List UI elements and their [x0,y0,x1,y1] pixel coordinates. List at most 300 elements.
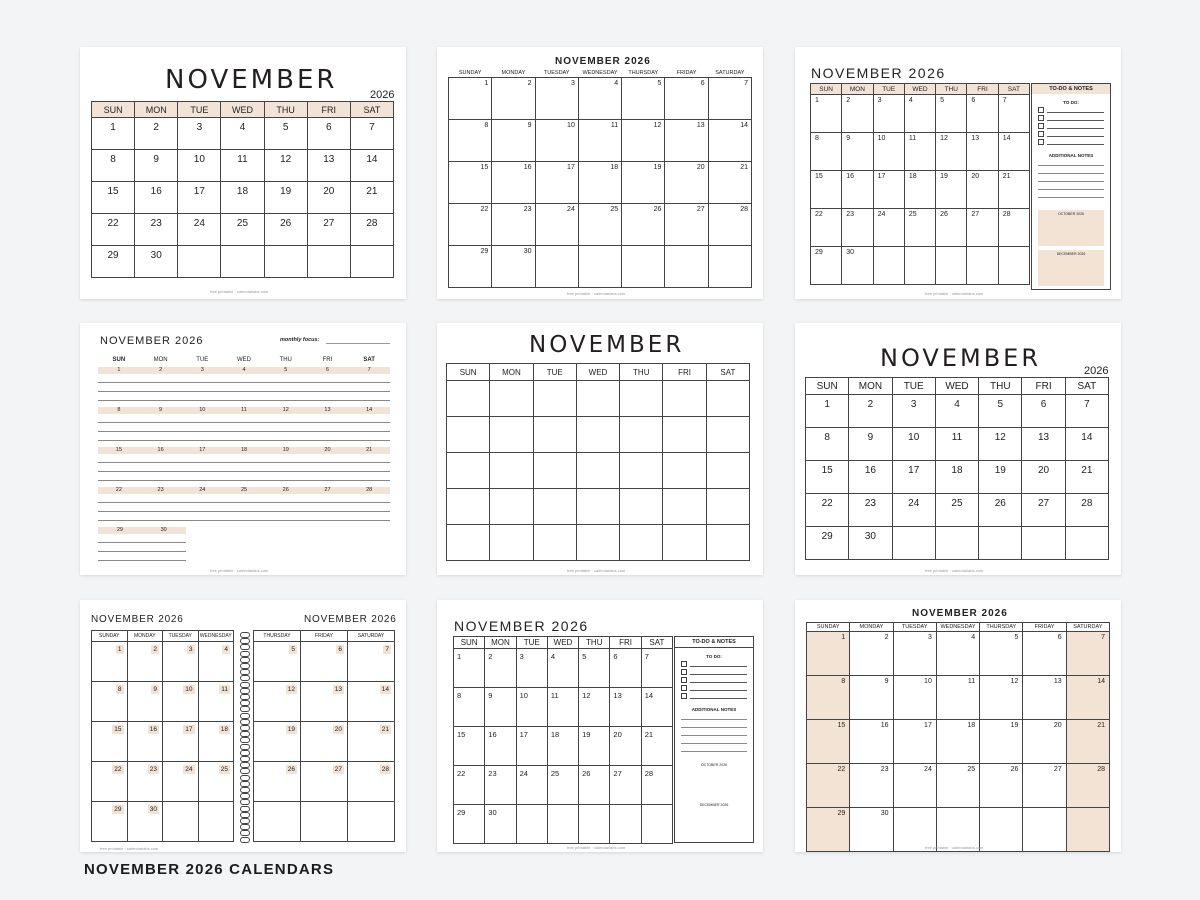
checkbox[interactable] [681,661,687,667]
day-cell[interactable] [849,395,892,428]
day-cell[interactable] [620,417,663,453]
day-cell[interactable] [579,688,610,727]
day-cell[interactable] [811,209,842,247]
day-cell[interactable] [454,727,485,766]
day-cell[interactable] [849,461,892,494]
day-cell[interactable] [904,209,935,247]
notes-line[interactable] [1038,158,1104,166]
planner-line[interactable] [98,472,390,481]
day-cell[interactable] [967,171,998,209]
calendar-card-9[interactable] [795,600,1121,852]
day-cell[interactable] [485,727,516,766]
day-cell[interactable] [842,247,873,285]
day-cell[interactable] [873,209,904,247]
planner-line[interactable] [98,414,390,423]
day-cell[interactable] [490,489,533,525]
day-cell[interactable] [892,494,935,527]
day-cell[interactable] [641,805,672,844]
day-cell[interactable] [178,214,221,246]
day-cell[interactable] [904,95,935,133]
day-cell[interactable] [301,802,348,842]
day-cell[interactable] [641,649,672,688]
day-cell[interactable] [576,489,619,525]
day-cell[interactable] [92,150,135,182]
calendar-card-8[interactable] [437,600,763,852]
planner-line[interactable] [98,463,390,472]
day-cell[interactable] [904,133,935,171]
day-cell[interactable] [893,720,936,764]
day-cell[interactable] [547,766,578,805]
day-cell[interactable] [980,764,1023,808]
day-cell[interactable] [449,246,492,288]
day-cell[interactable] [610,766,641,805]
day-cell[interactable] [1065,461,1108,494]
checkbox[interactable] [1038,139,1044,145]
day-cell[interactable] [806,395,849,428]
day-cell[interactable] [610,727,641,766]
day-cell[interactable] [578,78,621,120]
day-cell[interactable] [516,688,547,727]
day-cell[interactable] [490,381,533,417]
day-cell[interactable] [492,78,535,120]
day-cell[interactable] [178,118,221,150]
day-cell[interactable] [535,162,578,204]
day-cell[interactable] [350,150,393,182]
day-cell[interactable] [1023,676,1066,720]
day-cell[interactable] [163,762,199,802]
day-cell[interactable] [350,214,393,246]
day-cell[interactable] [807,676,850,720]
todo-item[interactable] [681,677,747,683]
day-cell[interactable] [449,78,492,120]
day-cell[interactable] [92,802,128,842]
day-cell[interactable] [936,95,967,133]
day-cell[interactable] [842,133,873,171]
day-cell[interactable] [849,428,892,461]
day-cell[interactable] [706,525,749,561]
day-cell[interactable] [665,162,708,204]
day-cell[interactable] [936,133,967,171]
day-cell[interactable] [892,461,935,494]
planner-line[interactable] [98,392,390,401]
notes-line[interactable] [681,720,747,728]
day-cell[interactable] [1066,720,1109,764]
calendar-card-7[interactable] [80,600,406,852]
day-cell[interactable] [1066,632,1109,676]
day-cell[interactable] [198,642,234,682]
day-cell[interactable] [307,182,350,214]
day-cell[interactable] [967,133,998,171]
day-cell[interactable] [806,527,849,560]
day-cell[interactable] [135,118,178,150]
day-cell[interactable] [516,766,547,805]
day-cell[interactable] [622,246,665,288]
day-cell[interactable] [892,527,935,560]
day-cell[interactable] [92,246,135,278]
planner-line[interactable] [98,534,186,543]
day-cell[interactable] [1022,428,1065,461]
day-cell[interactable] [706,489,749,525]
day-cell[interactable] [92,214,135,246]
day-cell[interactable] [221,214,264,246]
day-cell[interactable] [967,209,998,247]
day-cell[interactable] [264,118,307,150]
checkbox[interactable] [681,685,687,691]
day-cell[interactable] [578,204,621,246]
day-cell[interactable] [307,150,350,182]
day-cell[interactable] [492,120,535,162]
day-cell[interactable] [449,204,492,246]
day-cell[interactable] [490,417,533,453]
day-cell[interactable] [576,453,619,489]
notes-line[interactable] [1038,174,1104,182]
day-cell[interactable] [622,204,665,246]
day-cell[interactable] [892,428,935,461]
day-cell[interactable] [350,118,393,150]
day-cell[interactable] [135,182,178,214]
day-cell[interactable] [979,494,1022,527]
day-cell[interactable] [620,525,663,561]
day-cell[interactable] [622,78,665,120]
notes-line[interactable] [681,728,747,736]
day-cell[interactable] [547,805,578,844]
day-cell[interactable] [576,381,619,417]
day-cell[interactable] [492,204,535,246]
day-cell[interactable] [807,720,850,764]
day-cell[interactable] [516,727,547,766]
day-cell[interactable] [516,649,547,688]
day-cell[interactable] [533,489,576,525]
day-cell[interactable] [163,722,199,762]
day-cell[interactable] [221,246,264,278]
day-cell[interactable] [348,722,395,762]
day-cell[interactable] [490,453,533,489]
day-cell[interactable] [706,453,749,489]
day-cell[interactable] [454,766,485,805]
day-cell[interactable] [547,649,578,688]
todo-item[interactable] [1038,107,1104,113]
day-cell[interactable] [92,182,135,214]
day-cell[interactable] [811,171,842,209]
day-cell[interactable] [665,120,708,162]
planner-line[interactable] [98,552,186,561]
day-cell[interactable] [998,247,1029,285]
notes-line[interactable] [681,712,747,720]
checkbox[interactable] [681,677,687,683]
day-cell[interactable] [998,171,1029,209]
day-cell[interactable] [936,676,979,720]
day-cell[interactable] [350,246,393,278]
checkbox[interactable] [681,669,687,675]
notes-line[interactable] [1038,182,1104,190]
day-cell[interactable] [264,182,307,214]
day-cell[interactable] [979,395,1022,428]
day-cell[interactable] [579,727,610,766]
calendar-card-6[interactable] [795,323,1121,575]
notes-line[interactable] [681,744,747,752]
day-cell[interactable] [264,214,307,246]
day-cell[interactable] [665,78,708,120]
day-cell[interactable] [579,649,610,688]
day-cell[interactable] [980,632,1023,676]
day-cell[interactable] [708,204,751,246]
notes-line[interactable] [1038,166,1104,174]
day-cell[interactable] [967,247,998,285]
day-cell[interactable] [254,682,301,722]
todo-item[interactable] [1038,123,1104,129]
day-cell[interactable] [348,642,395,682]
day-cell[interactable] [198,762,234,802]
todo-item[interactable] [1038,139,1104,145]
day-cell[interactable] [127,722,163,762]
day-cell[interactable] [1066,676,1109,720]
day-cell[interactable] [576,525,619,561]
day-cell[interactable] [485,805,516,844]
day-cell[interactable] [579,766,610,805]
calendar-card-2[interactable] [437,47,763,299]
calendar-card-3[interactable] [795,47,1121,299]
day-cell[interactable] [708,120,751,162]
day-cell[interactable] [447,453,490,489]
day-cell[interactable] [1022,461,1065,494]
todo-item[interactable] [681,685,747,691]
day-cell[interactable] [980,808,1023,852]
day-cell[interactable] [301,682,348,722]
day-cell[interactable] [1022,494,1065,527]
planner-line[interactable] [98,543,186,552]
day-cell[interactable] [935,527,978,560]
day-cell[interactable] [980,676,1023,720]
day-cell[interactable] [92,118,135,150]
day-cell[interactable] [485,766,516,805]
day-cell[interactable] [935,494,978,527]
day-cell[interactable] [904,171,935,209]
day-cell[interactable] [850,720,893,764]
todo-item[interactable] [1038,131,1104,137]
planner-line[interactable] [98,494,390,503]
day-cell[interactable] [935,461,978,494]
day-cell[interactable] [547,727,578,766]
day-cell[interactable] [1065,527,1108,560]
day-cell[interactable] [807,632,850,676]
day-cell[interactable] [447,525,490,561]
day-cell[interactable] [221,182,264,214]
day-cell[interactable] [264,246,307,278]
day-cell[interactable] [706,417,749,453]
day-cell[interactable] [610,688,641,727]
day-cell[interactable] [348,762,395,802]
day-cell[interactable] [492,162,535,204]
notes-line[interactable] [681,736,747,744]
day-cell[interactable] [535,246,578,288]
day-cell[interactable] [533,525,576,561]
day-cell[interactable] [254,762,301,802]
day-cell[interactable] [127,762,163,802]
day-cell[interactable] [579,805,610,844]
day-cell[interactable] [492,246,535,288]
day-cell[interactable] [641,766,672,805]
day-cell[interactable] [1065,494,1108,527]
day-cell[interactable] [449,162,492,204]
day-cell[interactable] [842,209,873,247]
day-cell[interactable] [998,95,1029,133]
day-cell[interactable] [163,642,199,682]
day-cell[interactable] [850,764,893,808]
day-cell[interactable] [842,95,873,133]
day-cell[interactable] [850,808,893,852]
day-cell[interactable] [622,120,665,162]
checkbox[interactable] [1038,107,1044,113]
day-cell[interactable] [873,95,904,133]
day-cell[interactable] [1065,395,1108,428]
day-cell[interactable] [198,682,234,722]
day-cell[interactable] [893,632,936,676]
day-cell[interactable] [135,150,178,182]
day-cell[interactable] [998,209,1029,247]
day-cell[interactable] [449,120,492,162]
day-cell[interactable] [806,494,849,527]
day-cell[interactable] [92,642,128,682]
day-cell[interactable] [447,489,490,525]
planner-line[interactable] [98,432,390,441]
day-cell[interactable] [198,802,234,842]
day-cell[interactable] [663,525,706,561]
day-cell[interactable] [178,150,221,182]
calendar-card-5[interactable] [437,323,763,575]
calendar-card-4[interactable] [80,323,406,575]
day-cell[interactable] [454,649,485,688]
day-cell[interactable] [665,204,708,246]
day-cell[interactable] [807,808,850,852]
day-cell[interactable] [1066,808,1109,852]
day-cell[interactable] [979,527,1022,560]
calendar-card-1[interactable] [80,47,406,299]
day-cell[interactable] [350,182,393,214]
day-cell[interactable] [348,802,395,842]
day-cell[interactable] [641,688,672,727]
day-cell[interactable] [641,727,672,766]
day-cell[interactable] [849,494,892,527]
day-cell[interactable] [850,676,893,720]
day-cell[interactable] [936,209,967,247]
day-cell[interactable] [135,246,178,278]
day-cell[interactable] [264,150,307,182]
day-cell[interactable] [935,395,978,428]
day-cell[interactable] [610,649,641,688]
planner-line[interactable] [98,423,390,432]
day-cell[interactable] [1065,428,1108,461]
day-cell[interactable] [307,246,350,278]
day-cell[interactable] [307,118,350,150]
day-cell[interactable] [447,381,490,417]
todo-item[interactable] [1038,115,1104,121]
day-cell[interactable] [620,381,663,417]
day-cell[interactable] [979,461,1022,494]
day-cell[interactable] [127,642,163,682]
day-cell[interactable] [92,682,128,722]
day-cell[interactable] [547,688,578,727]
todo-item[interactable] [681,693,747,699]
day-cell[interactable] [936,764,979,808]
day-cell[interactable] [936,247,967,285]
day-cell[interactable] [811,95,842,133]
day-cell[interactable] [806,461,849,494]
day-cell[interactable] [979,428,1022,461]
day-cell[interactable] [535,78,578,120]
day-cell[interactable] [610,805,641,844]
day-cell[interactable] [254,722,301,762]
day-cell[interactable] [578,162,621,204]
checkbox[interactable] [1038,123,1044,129]
day-cell[interactable] [485,688,516,727]
day-cell[interactable] [1023,720,1066,764]
day-cell[interactable] [578,120,621,162]
day-cell[interactable] [221,150,264,182]
planner-line[interactable] [98,503,390,512]
day-cell[interactable] [811,247,842,285]
day-cell[interactable] [454,805,485,844]
day-cell[interactable] [533,417,576,453]
day-cell[interactable] [301,642,348,682]
day-cell[interactable] [892,395,935,428]
day-cell[interactable] [254,802,301,842]
day-cell[interactable] [807,764,850,808]
day-cell[interactable] [301,762,348,802]
day-cell[interactable] [576,417,619,453]
day-cell[interactable] [708,246,751,288]
day-cell[interactable] [622,162,665,204]
planner-line[interactable] [98,512,390,521]
day-cell[interactable] [708,78,751,120]
day-cell[interactable] [620,453,663,489]
day-cell[interactable] [663,489,706,525]
day-cell[interactable] [665,246,708,288]
day-cell[interactable] [1022,527,1065,560]
day-cell[interactable] [535,204,578,246]
day-cell[interactable] [1023,632,1066,676]
day-cell[interactable] [1023,808,1066,852]
day-cell[interactable] [980,720,1023,764]
todo-item[interactable] [681,661,747,667]
day-cell[interactable] [135,214,178,246]
day-cell[interactable] [873,133,904,171]
day-cell[interactable] [873,171,904,209]
day-cell[interactable] [849,527,892,560]
checkbox[interactable] [1038,115,1044,121]
day-cell[interactable] [1022,395,1065,428]
day-cell[interactable] [163,802,199,842]
planner-line[interactable] [98,383,390,392]
day-cell[interactable] [533,381,576,417]
day-cell[interactable] [663,381,706,417]
todo-item[interactable] [681,669,747,675]
day-cell[interactable] [490,525,533,561]
day-cell[interactable] [92,762,128,802]
day-cell[interactable] [663,453,706,489]
checkbox[interactable] [681,693,687,699]
checkbox[interactable] [1038,131,1044,137]
day-cell[interactable] [578,246,621,288]
day-cell[interactable] [806,428,849,461]
day-cell[interactable] [92,722,128,762]
day-cell[interactable] [485,649,516,688]
day-cell[interactable] [708,162,751,204]
planner-line[interactable] [98,454,390,463]
day-cell[interactable] [936,632,979,676]
day-cell[interactable] [348,682,395,722]
day-cell[interactable] [936,720,979,764]
day-cell[interactable] [178,182,221,214]
